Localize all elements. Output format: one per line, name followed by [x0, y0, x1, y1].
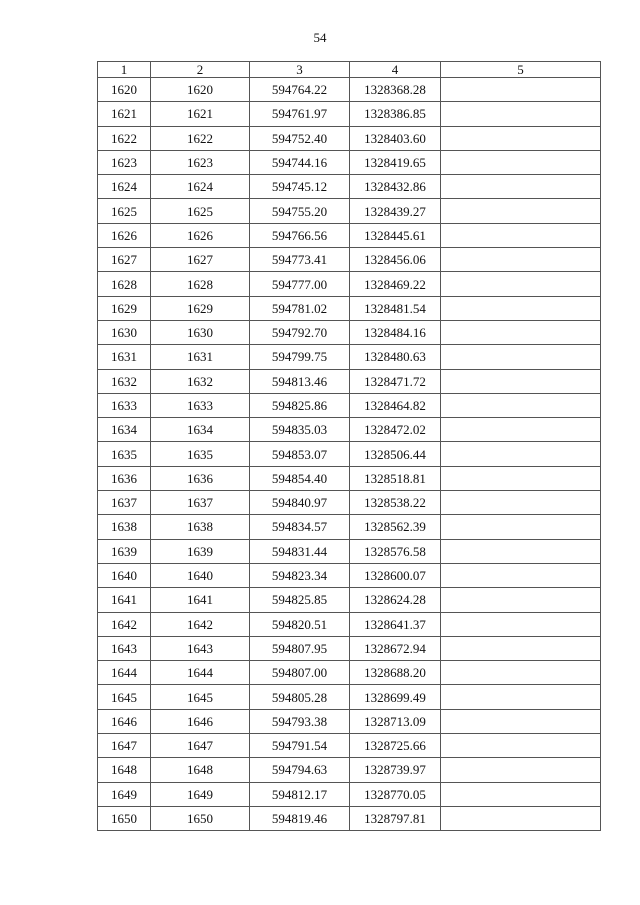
table-row	[98, 636, 601, 660]
table-cell: 1634	[98, 418, 151, 442]
table-row	[98, 223, 601, 247]
table-cell: 1328538.22	[350, 491, 441, 515]
table-row	[98, 588, 601, 612]
table-cell: 1649	[98, 782, 151, 806]
table-row	[98, 296, 601, 320]
table-row	[98, 612, 601, 636]
table-cell: 1622	[151, 126, 250, 150]
table-row	[98, 345, 601, 369]
header-row	[98, 62, 601, 78]
table-cell: 1628	[151, 272, 250, 296]
table-row	[98, 369, 601, 393]
table-row	[98, 806, 601, 830]
table-cell: 1328600.07	[350, 563, 441, 587]
table-cell: 1620	[151, 78, 250, 102]
table-cell	[441, 175, 601, 199]
table-cell: 1626	[151, 223, 250, 247]
table-cell: 594791.54	[250, 734, 350, 758]
table-cell: 1650	[98, 806, 151, 830]
table-cell: 1633	[98, 393, 151, 417]
table-cell: 1328386.85	[350, 102, 441, 126]
header-cell: 1	[98, 62, 151, 78]
header-cell: 2	[151, 62, 250, 78]
table-cell: 1328688.20	[350, 661, 441, 685]
table-cell	[441, 320, 601, 344]
table-cell: 1645	[151, 685, 250, 709]
table-cell: 1328624.28	[350, 588, 441, 612]
table-cell: 594752.40	[250, 126, 350, 150]
table-cell: 1640	[151, 563, 250, 587]
table-cell: 1648	[151, 758, 250, 782]
table-cell: 594807.00	[250, 661, 350, 685]
table-cell: 594761.97	[250, 102, 350, 126]
header-cell: 3	[250, 62, 350, 78]
table-cell	[441, 563, 601, 587]
table-cell: 594840.97	[250, 491, 350, 515]
table-cell: 1639	[98, 539, 151, 563]
table-cell: 1642	[151, 612, 250, 636]
table-cell	[441, 806, 601, 830]
table-row	[98, 418, 601, 442]
table-cell	[441, 199, 601, 223]
table-cell: 594773.41	[250, 248, 350, 272]
table-row	[98, 150, 601, 174]
table-cell: 1328518.81	[350, 466, 441, 490]
table-row	[98, 126, 601, 150]
table-cell: 1328725.66	[350, 734, 441, 758]
table-cell: 1328456.06	[350, 248, 441, 272]
table-cell: 594835.03	[250, 418, 350, 442]
table-cell: 594819.46	[250, 806, 350, 830]
table-cell	[441, 296, 601, 320]
table-cell	[441, 758, 601, 782]
table-cell: 1328480.63	[350, 345, 441, 369]
table-cell: 594853.07	[250, 442, 350, 466]
table-row	[98, 758, 601, 782]
table-cell	[441, 248, 601, 272]
table-row	[98, 248, 601, 272]
table-cell: 1633	[151, 393, 250, 417]
table-cell: 1643	[98, 636, 151, 660]
table-cell: 1328797.81	[350, 806, 441, 830]
table-cell	[441, 661, 601, 685]
table-cell: 594834.57	[250, 515, 350, 539]
table-cell: 594831.44	[250, 539, 350, 563]
table-cell: 1328472.02	[350, 418, 441, 442]
header-cell: 4	[350, 62, 441, 78]
table-cell	[441, 685, 601, 709]
table-cell: 594793.38	[250, 709, 350, 733]
table-cell: 594766.56	[250, 223, 350, 247]
table-row	[98, 102, 601, 126]
table-cell: 1328562.39	[350, 515, 441, 539]
table-cell: 1644	[98, 661, 151, 685]
table-cell: 1631	[151, 345, 250, 369]
table-cell: 1647	[98, 734, 151, 758]
table-cell: 1638	[151, 515, 250, 539]
table-cell: 594825.86	[250, 393, 350, 417]
table-cell: 1627	[98, 248, 151, 272]
table-cell: 594820.51	[250, 612, 350, 636]
table-row	[98, 661, 601, 685]
table-cell	[441, 223, 601, 247]
table-cell	[441, 491, 601, 515]
table-cell: 1631	[98, 345, 151, 369]
table-cell	[441, 709, 601, 733]
table-cell	[441, 782, 601, 806]
table-row	[98, 320, 601, 344]
table-cell: 1328464.82	[350, 393, 441, 417]
table-cell: 1645	[98, 685, 151, 709]
table-row	[98, 685, 601, 709]
table-row	[98, 734, 601, 758]
table-cell	[441, 369, 601, 393]
table-cell: 1638	[98, 515, 151, 539]
table-cell: 1636	[98, 466, 151, 490]
table-cell	[441, 393, 601, 417]
table-cell: 1636	[151, 466, 250, 490]
table-body	[98, 78, 601, 831]
table-cell	[441, 539, 601, 563]
table-cell: 1328641.37	[350, 612, 441, 636]
table-cell	[441, 150, 601, 174]
table-row	[98, 466, 601, 490]
table-cell: 1649	[151, 782, 250, 806]
table-row	[98, 272, 601, 296]
table-cell	[441, 466, 601, 490]
table-cell: 594745.12	[250, 175, 350, 199]
table-cell: 1629	[151, 296, 250, 320]
table-cell	[441, 418, 601, 442]
table-cell: 1328699.49	[350, 685, 441, 709]
table-cell: 1328713.09	[350, 709, 441, 733]
table-cell: 1632	[151, 369, 250, 393]
table-cell: 1626	[98, 223, 151, 247]
table-cell: 1648	[98, 758, 151, 782]
table-cell	[441, 345, 601, 369]
table-row	[98, 175, 601, 199]
table-cell	[441, 78, 601, 102]
table-cell	[441, 588, 601, 612]
table-cell: 1328471.72	[350, 369, 441, 393]
table-row	[98, 563, 601, 587]
table-cell: 1630	[151, 320, 250, 344]
table-cell: 1628	[98, 272, 151, 296]
table-cell: 1620	[98, 78, 151, 102]
table-cell: 594807.95	[250, 636, 350, 660]
table-cell	[441, 612, 601, 636]
table-cell: 1624	[98, 175, 151, 199]
table-cell: 1641	[98, 588, 151, 612]
table-cell: 594854.40	[250, 466, 350, 490]
coordinates-table	[97, 61, 601, 831]
table-cell: 1328672.94	[350, 636, 441, 660]
table-cell: 1328576.58	[350, 539, 441, 563]
table-cell	[441, 126, 601, 150]
table-cell: 1639	[151, 539, 250, 563]
table-cell: 1328481.54	[350, 296, 441, 320]
table-cell: 594744.16	[250, 150, 350, 174]
table-cell: 594755.20	[250, 199, 350, 223]
table-cell: 1328445.61	[350, 223, 441, 247]
table-cell: 1328770.05	[350, 782, 441, 806]
table-row	[98, 515, 601, 539]
table-cell: 1328506.44	[350, 442, 441, 466]
table-cell	[441, 734, 601, 758]
table-cell: 1637	[151, 491, 250, 515]
table-cell: 1629	[98, 296, 151, 320]
header-cell: 5	[441, 62, 601, 78]
table-cell: 1632	[98, 369, 151, 393]
table-cell: 1328368.28	[350, 78, 441, 102]
table-cell: 1643	[151, 636, 250, 660]
table-cell: 594764.22	[250, 78, 350, 102]
table-row	[98, 199, 601, 223]
table-cell	[441, 636, 601, 660]
table-cell: 1640	[98, 563, 151, 587]
table-row	[98, 491, 601, 515]
table-cell: 1328432.86	[350, 175, 441, 199]
table-cell: 1625	[98, 199, 151, 223]
table-cell: 1328403.60	[350, 126, 441, 150]
table-row	[98, 782, 601, 806]
table-row	[98, 709, 601, 733]
table-cell: 1650	[151, 806, 250, 830]
table-cell: 1630	[98, 320, 151, 344]
table-cell: 594805.28	[250, 685, 350, 709]
table-cell: 1625	[151, 199, 250, 223]
table-cell: 1623	[151, 150, 250, 174]
table-row	[98, 539, 601, 563]
table-cell	[441, 102, 601, 126]
table-cell: 1328739.97	[350, 758, 441, 782]
table-cell: 1634	[151, 418, 250, 442]
table-cell: 1644	[151, 661, 250, 685]
table-cell: 1647	[151, 734, 250, 758]
table-cell: 594812.17	[250, 782, 350, 806]
table-row	[98, 393, 601, 417]
table-cell: 1328439.27	[350, 199, 441, 223]
table-cell: 1646	[151, 709, 250, 733]
table-cell: 1637	[98, 491, 151, 515]
page-number: 54	[313, 30, 327, 45]
table-cell: 1621	[151, 102, 250, 126]
table-cell: 594799.75	[250, 345, 350, 369]
table-cell: 1642	[98, 612, 151, 636]
table-cell: 1635	[98, 442, 151, 466]
table-cell: 594794.63	[250, 758, 350, 782]
table-cell: 1621	[98, 102, 151, 126]
table-cell: 1623	[98, 150, 151, 174]
table-cell: 1641	[151, 588, 250, 612]
table-cell	[441, 442, 601, 466]
table-row	[98, 78, 601, 102]
table-cell: 1646	[98, 709, 151, 733]
table-row	[98, 442, 601, 466]
table-cell: 1328469.22	[350, 272, 441, 296]
table-cell: 594825.85	[250, 588, 350, 612]
table-cell: 1624	[151, 175, 250, 199]
table-cell: 594823.34	[250, 563, 350, 587]
table-cell: 594792.70	[250, 320, 350, 344]
table-cell: 1328419.65	[350, 150, 441, 174]
table-cell	[441, 515, 601, 539]
table-cell: 594781.02	[250, 296, 350, 320]
table-cell: 1635	[151, 442, 250, 466]
table-cell	[441, 272, 601, 296]
table-cell: 594777.00	[250, 272, 350, 296]
table-cell: 1627	[151, 248, 250, 272]
table-cell: 1328484.16	[350, 320, 441, 344]
table-cell: 594813.46	[250, 369, 350, 393]
table-cell: 1622	[98, 126, 151, 150]
